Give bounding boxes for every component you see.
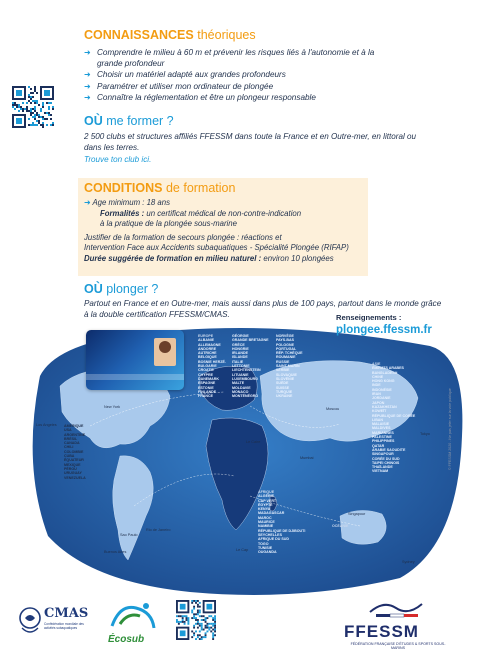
country-item: INDONÉSIE [372, 387, 392, 392]
country-item: ARGENTINE [64, 432, 86, 437]
country-item: BRÉSIL [64, 436, 78, 441]
country-item: ALLEMAGNE [198, 342, 221, 347]
city-label: Le Caire [246, 440, 261, 444]
country-item: SLOVÉNIE [276, 376, 295, 381]
country-item: DANEMARK [198, 376, 219, 381]
country-item: JAPON [372, 400, 385, 405]
connaissances-title-light: théoriques [197, 28, 256, 42]
country-item: MAROC [258, 515, 272, 520]
country-item: CROATIE [198, 368, 214, 373]
country-item: SERBIE [276, 368, 290, 373]
ou-plonger-title-light: plonger ? [106, 282, 159, 296]
city-label: Sao Paulo [120, 533, 138, 537]
country-item: SINGAPOUR [372, 452, 394, 457]
credit-text: © FFESSM 2020 - Ne pas jeter sur la voie publique [448, 388, 452, 470]
arrow-right-icon: ➜ [84, 92, 91, 102]
amerique-list: AMÉRIQUE USA ARGENTINE BRÉSIL CANADA CHILI COLOMBIE CUBA ÉQUATEUR MEXIQUE PÉROU URUGUAY VENEZUELA [64, 424, 86, 480]
country-item: LITUANIE [232, 372, 249, 377]
arrow-right-icon: ➜ [84, 70, 91, 80]
ecosub-logo: Écosub [104, 598, 162, 648]
city-label: Le Cap [236, 548, 249, 552]
country-item: ESTONIE [198, 385, 214, 390]
country-item: PHILIPPINES [372, 439, 395, 444]
ou-plonger-text: Partout en France et en Outre-mer, mais aussi dans plus de 100 pays, partout dans le monde grâce à la double certification FFESSM/CMAS. [84, 299, 442, 319]
conditions-section [84, 181, 374, 265]
list-item: ➜ Choisir un matériel adapté aux grandes profondeurs [84, 70, 286, 80]
list-item: ➜ Comprendre le milieu à 60 m et prévenir les risques liés à l'autonomie et à la grande profondeur [84, 48, 375, 69]
city-label: Mumbai [300, 456, 314, 460]
conditions-age: ➜ Age minimum : 18 ans [84, 198, 171, 207]
conditions-title-light: de formation [165, 181, 236, 195]
country-item: BELGIQUE [198, 355, 217, 360]
country-item: MEXIQUE [64, 462, 81, 467]
country-item: RUSSIE [276, 359, 290, 364]
cmas-logo: CMAS Confédération mondiale des activités subaquatiques [18, 600, 98, 644]
country-item: BULGARIE [198, 364, 217, 369]
country-item: PALESTINE [372, 435, 392, 440]
asie-list: ASIE ÉMIRATS ARABES BANGLADESH CHINE HONG KONG INDE INDONÉSIE IRAN JORDANIE JAPON KAZAKHSTAN KOWEÏT RÉPUBLIQUE DE CORÉE LIBAN MALAISIE MALDIVES MARIANNES PALESTINE PHILIPPINES QATAR ARABIE SAOUDITE SINGAPOUR CORÉE DU SUD TAIPEI CHINOIS THAÏLANDE VIETNAM [372, 362, 416, 474]
city-label: Tokyo [420, 432, 430, 436]
country-item: UKRAINE [276, 394, 293, 399]
country-item: NAMIBIE [258, 524, 274, 529]
conditions-formalites: Formalités : un certificat médical de non-contre-indication [100, 208, 302, 218]
ou-plonger-heading [84, 282, 454, 297]
country-item: IRAN [372, 392, 381, 397]
country-item: LUXEMBOURG [232, 376, 258, 381]
country-item: FRANCE [198, 394, 213, 399]
country-item: NORVÈGE [276, 334, 294, 338]
connaissances-heading [84, 28, 384, 43]
afrique-list: AFRIQUE ALGÉRIE CAP VERT ÉGYPTE KENYA MADAGASCAR MAROC MAURICE NAMIBIE RÉPUBLIQUE DE DJIBOUTI SEYCHELLES AFRIQUE DU SUD TOGO TUNISIE OUGANDA [258, 490, 306, 555]
country-item: LETTONIE [232, 364, 250, 369]
country-item: OUGANDA [258, 550, 277, 555]
ou-former-section [84, 114, 424, 164]
country-item: JORDANIE [372, 396, 391, 401]
country-item: ÉMIRATS ARABES [372, 366, 404, 371]
dive-card-icon [86, 330, 184, 390]
europe-list-2 [232, 334, 268, 398]
country-item: TURQUIE [276, 389, 293, 394]
conditions-title-bold: CONDITIONS [84, 181, 163, 195]
country-item: CHYPRE [198, 372, 213, 377]
city-label: Buenos Aires [104, 550, 127, 554]
country-item: MALTE [232, 381, 245, 386]
ffessm-logo: FFESSM FÉDÉRATION FRANÇAISE D'ÉTUDES & SPORTS SOUS-MARINS [338, 598, 456, 660]
country-item: CHILI [64, 445, 74, 450]
country-item: ÉQUATEUR [64, 458, 84, 463]
card-photo [154, 338, 176, 366]
country-item: SAINT MARIN [276, 364, 300, 369]
country-item: CHINE [372, 374, 384, 379]
renseignements [336, 313, 432, 336]
ou-former-title-bold: OÙ [84, 114, 103, 128]
country-item: POLOGNE [276, 342, 294, 347]
country-item: PORTUGAL [276, 346, 297, 351]
europe-list-3 [276, 334, 303, 398]
logos-bar [0, 596, 478, 662]
country-item: PAYS-BAS [276, 338, 294, 343]
country-item: MAURICE [258, 520, 275, 525]
country-item: MADAGASCAR [258, 511, 285, 516]
country-item: HONG KONG [372, 379, 395, 384]
country-item: GÉORGIE [232, 334, 249, 338]
country-item: LIBAN [372, 417, 383, 422]
city-label: Sydney [402, 560, 415, 564]
country-item: MONACO [232, 389, 249, 394]
country-item: RÉPUBLIQUE DE CORÉE [372, 413, 416, 418]
country-item: QATAR [372, 443, 385, 448]
country-item: ALGÉRIE [258, 494, 274, 499]
ou-former-heading [84, 114, 424, 129]
connaissances-list [84, 47, 384, 103]
country-item: FINLANDE [198, 389, 217, 394]
country-item: PÉROU [64, 466, 77, 471]
country-item: MONTÉNÉGRO [232, 394, 259, 399]
arrow-right-icon: ➜ [84, 81, 91, 91]
country-item: ANDORRE [198, 346, 217, 351]
country-item: CORÉE DU SUD [372, 456, 400, 461]
list-item: ➜ Paramétrer et utiliser mon ordinateur de plongée [84, 81, 274, 91]
country-item: SUISSE [276, 385, 290, 390]
country-item: MOLDAVIE [232, 385, 251, 390]
conditions-formalites-2: à la pratique de la plongée sous-marine [100, 219, 237, 229]
country-item: MALDIVES [372, 426, 391, 431]
country-item: ARABIE SAOUDITE [372, 447, 406, 452]
qr-code-icon[interactable] [12, 86, 54, 128]
city-label: New York [104, 405, 121, 409]
country-item: MARIANNES [372, 430, 394, 435]
country-item: AUTRICHE [198, 351, 217, 356]
country-item: VENEZUELA [64, 475, 86, 480]
country-item: LIECHTENSTEIN [232, 368, 261, 373]
country-item: URUGUAY [64, 471, 82, 476]
list-item: ➜ Connaître la réglementation et être un plongeur responsable [84, 92, 316, 102]
connaissances-title-bold: CONNAISSANCES [84, 28, 194, 42]
renseignements-label: Renseignements : [336, 313, 402, 322]
country-item: MALAISIE [372, 422, 390, 427]
country-item: VIETNAM [372, 469, 389, 474]
country-item: USA [64, 428, 72, 433]
city-label: Moscou [326, 407, 340, 411]
city-label: Los Angeles [36, 423, 57, 427]
country-item: ROUMANIE [276, 355, 296, 360]
country-item: ÉGYPTE [258, 502, 273, 507]
card-stripe [86, 374, 184, 380]
country-item: BOSNIE HERZÉ. [198, 359, 226, 364]
conditions-justifier-1: Justifier de la formation de secours plongée : réactions et [84, 232, 282, 242]
country-item: TOGO [258, 541, 269, 546]
country-item: CAP VERT [258, 498, 277, 503]
europe-list-1: EUROPE ALBANIE ALLEMAGNE ANDORRE AUTRICHE BELGIQUE BOSNIE HERZÉ. BULGARIE CROATIE CHYPRE DANEMARK ESPAGNE ESTONIE FINLANDE FRANCE [198, 334, 226, 399]
ou-former-title-light: me former ? [106, 114, 174, 128]
country-item: ALBANIE [198, 338, 214, 343]
renseignements-url[interactable]: plongee.ffessm.fr [336, 324, 432, 336]
country-item: COLOMBIE [64, 449, 84, 454]
country-item: RÉP. TCHÈQUE [276, 351, 303, 356]
connaissances-section [84, 28, 384, 103]
ou-plonger-title-bold: OÙ [84, 282, 103, 296]
country-item: CUBA [64, 454, 75, 459]
country-item: CANADA [64, 441, 80, 446]
country-item: RÉPUBLIQUE DE DJIBOUTI [258, 528, 306, 533]
qr-code-icon[interactable] [176, 600, 216, 640]
country-item: KOWEÏT [372, 409, 387, 414]
country-item: ITALIE [232, 359, 244, 364]
arrow-right-icon: ➜ [84, 48, 91, 57]
oceanie-list: OCÉANIE [332, 524, 349, 528]
country-item: THAÏLANDE [372, 465, 393, 470]
country-item: SUÈDE [276, 381, 289, 386]
country-item: IRLANDE [232, 351, 248, 356]
country-item: KENYA [258, 507, 271, 512]
country-item: SLOVAQUIE [276, 372, 297, 377]
arrow-right-icon: ➜ [84, 198, 91, 207]
country-item: GRANDE BRETAGNE [232, 338, 269, 343]
country-item: TAIPEI CHINOIS [372, 460, 400, 465]
city-label: Rio de Janeiro [146, 528, 171, 532]
country-item: ISLANDE [232, 355, 248, 360]
conditions-justifier-2: Intervention Face aux Accidents subaquatiques - Spécialité Plongée (RIFAP) [84, 243, 349, 253]
country-item: GRÈCE [232, 342, 245, 347]
country-item: KAZAKHSTAN [372, 404, 397, 409]
country-item: SEYCHELLES [258, 532, 282, 537]
country-item: AFRIQUE DU SUD [258, 537, 289, 542]
conditions-heading [84, 181, 374, 196]
country-item: ESPAGNE [198, 381, 216, 386]
conditions-duree: Durée suggérée de formation en milieu naturel : environ 10 plongées [84, 253, 334, 263]
ou-former-text: 2 500 clubs et structures affiliés FFESSM dans toute la France et en Outre-mer, en littoral ou dans les terres. [84, 132, 416, 152]
city-label: Singapour [348, 512, 366, 516]
find-club-link[interactable]: Trouve ton club ici. [84, 154, 152, 164]
country-item: TUNISIE [258, 545, 273, 550]
country-item: INDE [372, 383, 381, 388]
country-item: HONGRIE [232, 346, 249, 351]
country-item: BANGLADESH [372, 370, 398, 375]
